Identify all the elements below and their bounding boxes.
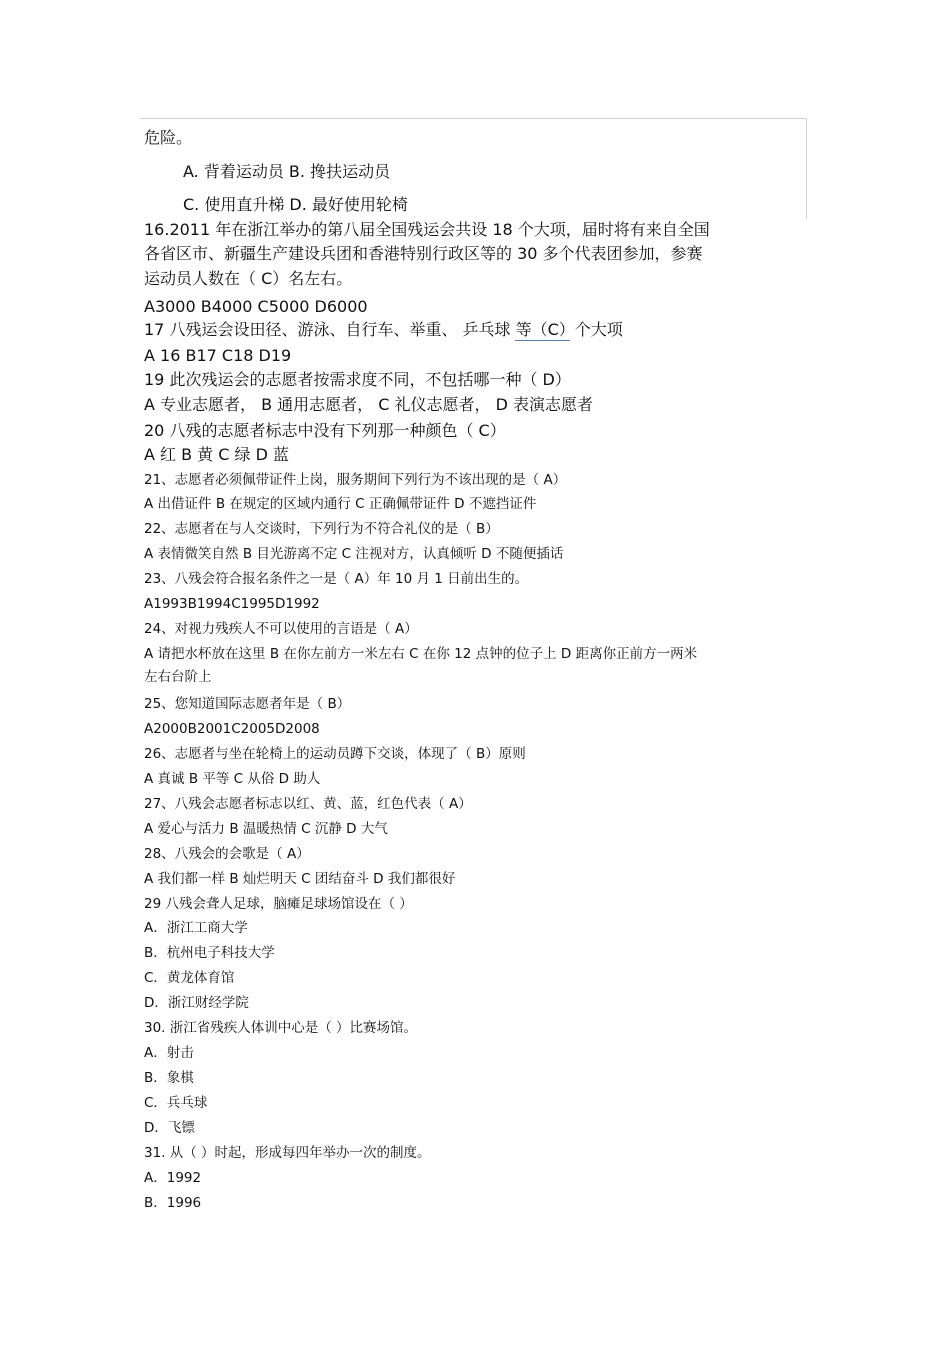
- list-item: A．1992: [144, 1170, 202, 1186]
- list-item: B．杭州电子科技大学: [144, 945, 275, 961]
- answer-options-line: A 出借证件 B 在规定的区域内通行 C 正确佩带证件 D 不遮挡证件: [144, 496, 537, 512]
- question-24-line: 24、对视力残疾人不可以使用的言语是（ A）: [144, 621, 418, 637]
- answer-options-line: A 我们都一样 B 灿烂明天 C 团结奋斗 D 我们都很好: [144, 871, 456, 887]
- list-item: C．兵乓球: [144, 1095, 208, 1111]
- question-16-line: 各省区市、新疆生产建设兵团和香港特别行政区等的 30 多个代表团参加，参赛: [144, 244, 703, 263]
- question-26-line: 26、志愿者与坐在轮椅上的运动员蹲下交谈，体现了（ B）原则: [144, 746, 526, 762]
- text-line: 危险。: [144, 128, 193, 147]
- list-item: C．黄龙体育馆: [144, 970, 235, 986]
- question-30-line: 30. 浙江省残疾人体训中心是（ ）比赛场馆。: [144, 1020, 418, 1036]
- question-28-line: 28、八残会的会歌是（ A）: [144, 846, 310, 862]
- list-item: A．射击: [144, 1045, 194, 1061]
- spellcheck-underline: [515, 340, 570, 341]
- answer-options-line: A1993B1994C1995D1992: [144, 596, 320, 612]
- question-20-line: 20 八残的志愿者标志中没有下列那一种颜色（ C）: [144, 421, 506, 440]
- question-22-line: 22、志愿者在与人交谈时，下列行为不符合礼仪的是（ B）: [144, 521, 499, 537]
- answer-options-line: A 表情微笑自然 B 目光游离不定 C 注视对方，认真倾听 D 不随便插话: [144, 546, 564, 562]
- answer-options-line: A3000 B4000 C5000 D6000: [144, 297, 368, 316]
- question-25-line: 25、您知道国际志愿者年是（ B）: [144, 696, 351, 712]
- question-21-line: 21、志愿者必须佩带证件上岗，服务期间下列行为不该出现的是（ A）: [144, 472, 567, 488]
- answer-options-line: A 请把水杯放在这里 B 在你左前方一米左右 C 在你 12 点钟的位子上 D 距离你正前方一两米: [144, 646, 698, 662]
- answer-options-line: A 爱心与活力 B 温暖热情 C 沉静 D 大气: [144, 821, 388, 837]
- question-29-line: 29 八残会聋人足球，脑瘫足球场馆设在（ ）: [144, 896, 413, 912]
- answer-options-line: A 专业志愿者， B 通用志愿者， C 礼仪志愿者， D 表演志愿者: [144, 395, 594, 414]
- answer-options-line: A2000B2001C2005D2008: [144, 721, 320, 737]
- question-27-line: 27、八残会志愿者标志以红、黄、蓝，红色代表（ A）: [144, 796, 472, 812]
- answer-options-line: A 16 B17 C18 D19: [144, 346, 292, 365]
- list-item: A．浙江工商大学: [144, 920, 248, 936]
- list-item: B．1996: [144, 1195, 202, 1211]
- list-item: D．浙江财经学院: [144, 995, 249, 1011]
- answer-options-line: A. 背着运动员 B. 搀扶运动员: [183, 162, 391, 181]
- answer-options-line: A 真诚 B 平等 C 从俗 D 助人: [144, 771, 321, 787]
- answer-options-line: C. 使用直升梯 D. 最好使用轮椅: [183, 195, 408, 214]
- answer-options-line: 左右台阶上: [144, 669, 212, 685]
- answer-options-line: A 红 B 黄 C 绿 D 蓝: [144, 445, 290, 464]
- question-16-line: 运动员人数在（ C）名左右。: [144, 269, 353, 288]
- question-19-line: 19 此次残运会的志愿者按需求度不同，不包括哪一种（ D）: [144, 370, 571, 389]
- question-31-line: 31. 从（ ）时起，形成每四年举办一次的制度。: [144, 1145, 431, 1161]
- list-item: B．象棋: [144, 1070, 194, 1086]
- question-23-line: 23、八残会符合报名条件之一是（ A）年 10 月 1 日前出生的。: [144, 571, 529, 587]
- question-17-line: 17 八残运会设田径、游泳、自行车、举重、 乒乓球 等（C）个大项: [144, 320, 623, 339]
- list-item: D．飞镖: [144, 1120, 195, 1136]
- question-16-line: 16.2011 年在浙江举办的第八届全国残运会共设 18 个大项，届时将有来自全国: [144, 220, 710, 239]
